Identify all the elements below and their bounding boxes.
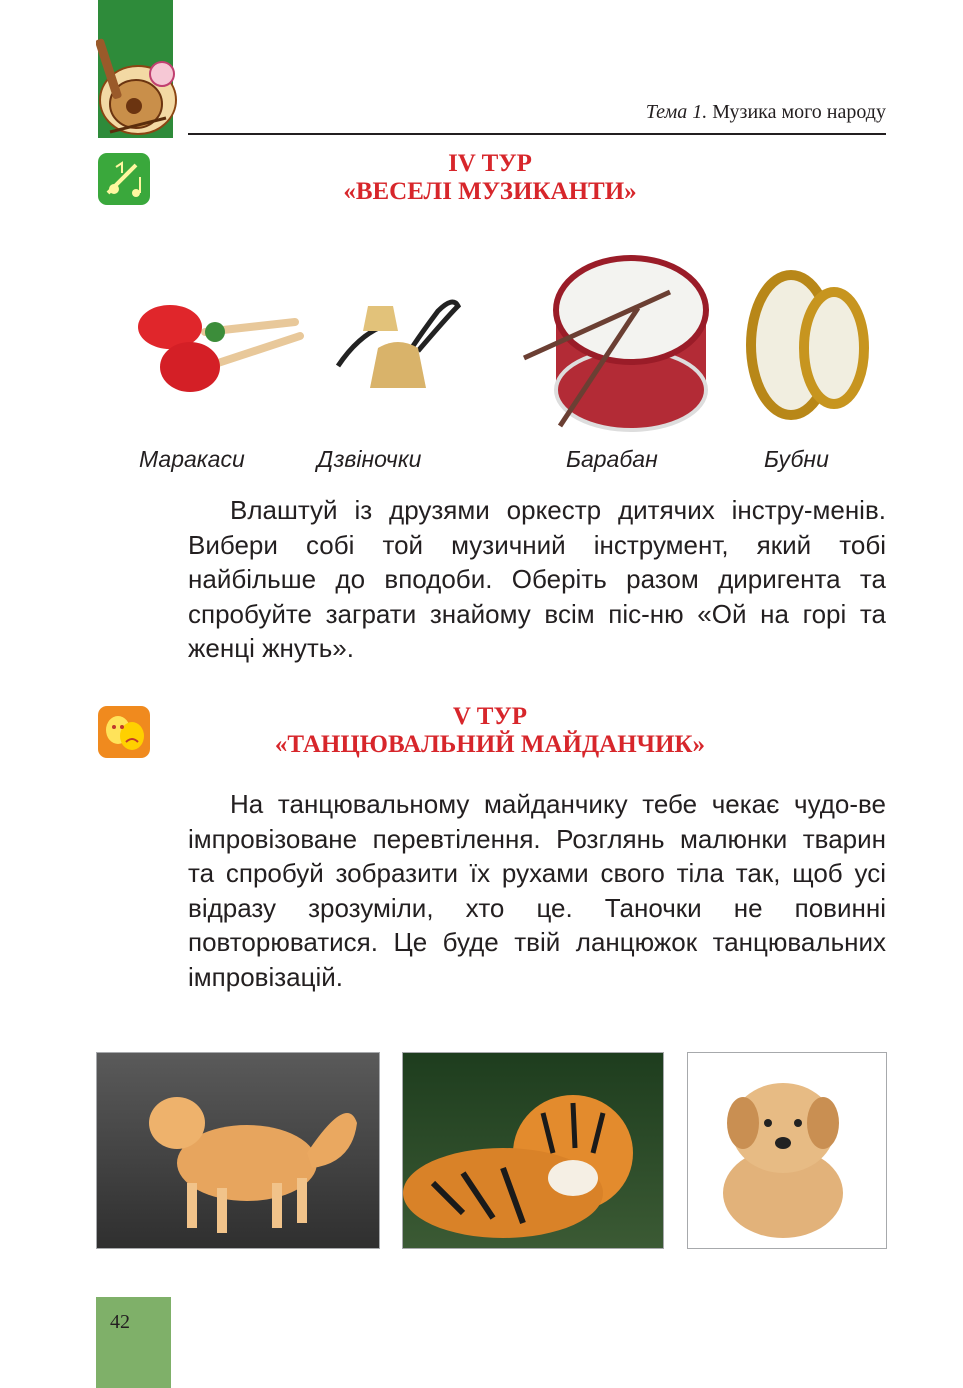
page-number: 42 <box>110 1311 130 1333</box>
bandura-emblem-icon <box>96 34 182 138</box>
caption-tambourines: Бубни <box>764 446 829 472</box>
section4-title-line2: «ВЕСЕЛІ МУЗИКАНТИ» <box>343 178 637 205</box>
section5-paragraph-text: На танцювальному майданчику тебе чекає чудо-ве імпровізоване перевтілення. Розглянь малюнки тварин та спробуй зобразити їх рухами свого тіла так, щоб усі відразу зрозуміли, хто це. Таночки не повинні повторюватися. Це буде твій ланцюжок танцювальних імпровізацій. <box>188 789 886 992</box>
section4-paragraph <box>188 493 886 666</box>
theme-label: Тема 1. <box>645 101 708 123</box>
bells-icon <box>328 286 468 406</box>
header-rule <box>188 133 886 135</box>
section5-paragraph <box>188 787 886 995</box>
tambourines-icon <box>746 270 870 420</box>
section5-title <box>240 703 740 759</box>
cat-photo <box>96 1052 380 1249</box>
caption-drum: Барабан <box>566 446 658 472</box>
section4-title <box>300 150 680 206</box>
theme-title: Музика мого народу <box>712 101 886 123</box>
theatre-masks-icon <box>98 706 150 758</box>
caption-bells: Дзвіночки <box>317 446 422 472</box>
tiger-photo <box>402 1052 664 1249</box>
page-number-box <box>96 1297 171 1388</box>
running-head <box>560 101 886 124</box>
section4-paragraph-text: Влаштуй із друзями оркестр дитячих інстру-менів. Вибери собі той музичний інструмент, який тобі найбільше до вподоби. Оберіть разом диригента та спробуйте заграти знайому всім піс-ню «Ой на горі та женці жнуть». <box>188 495 886 664</box>
caption-maracas: Маракаси <box>139 446 245 472</box>
music-notes-icon <box>98 153 150 205</box>
section4-title-line1: IV ТУР <box>448 150 532 177</box>
section5-title-line1: V ТУР <box>452 703 528 730</box>
drum-icon <box>520 250 710 432</box>
puppy-photo <box>687 1052 887 1249</box>
section5-title-line2: «ТАНЦЮВАЛЬНИЙ МАЙДАНЧИК» <box>274 731 706 758</box>
maracas-icon <box>135 292 305 402</box>
